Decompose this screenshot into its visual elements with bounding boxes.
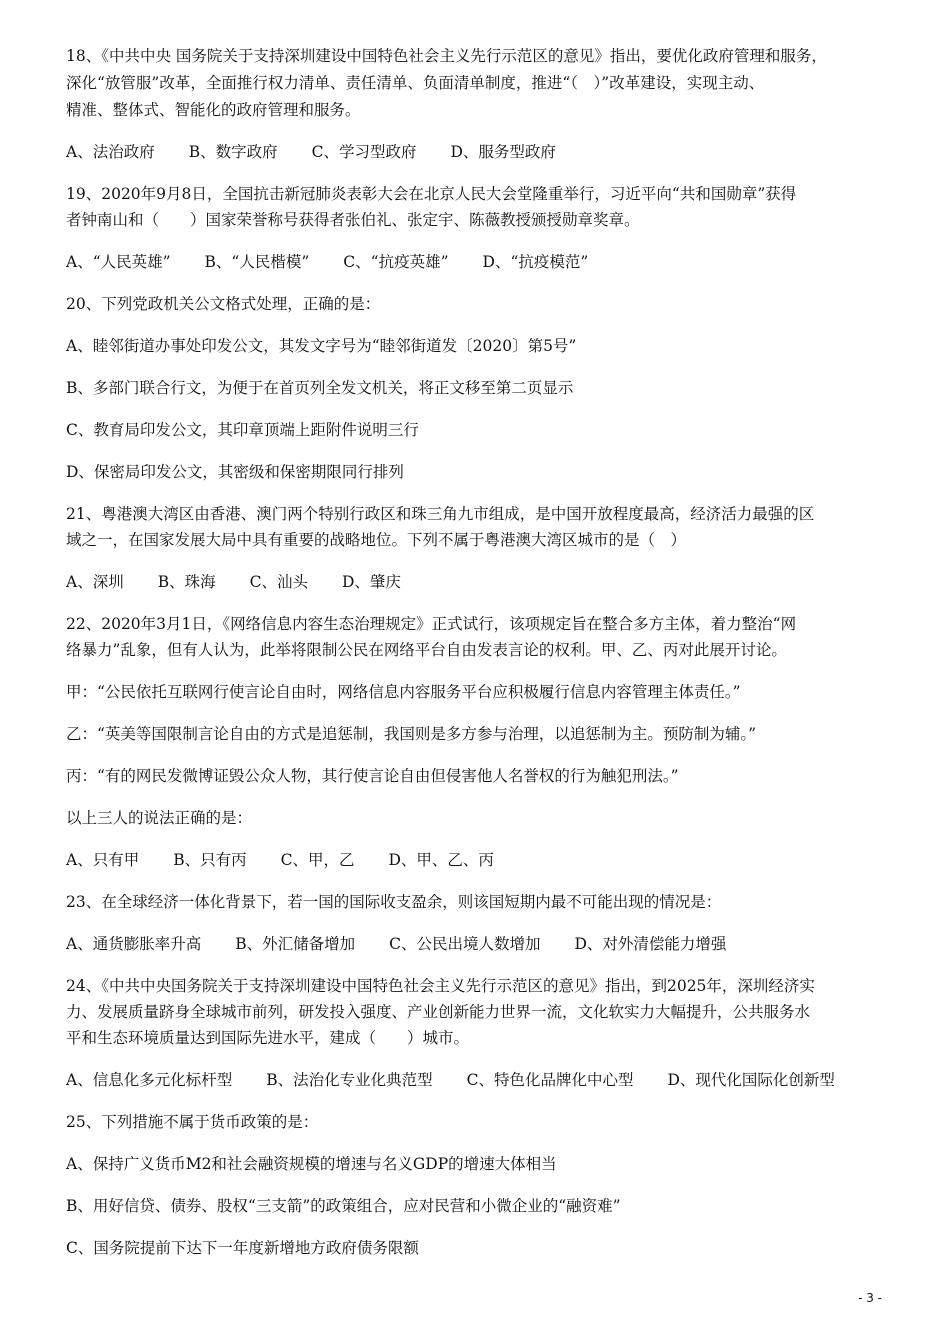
q18-line-3: 精准、整体式、智能化的政府管理和服务。 — [66, 101, 361, 119]
q20-line-1: 20、下列党政机关公文格式处理，正确的是： — [66, 295, 381, 313]
q24-option-c: C、特色化品牌化中心型 — [466, 1071, 634, 1089]
q20-option-a: A、睦邻街道办事处印发公文，其发文字号为“睦邻街道发〔2020〕第5号” — [66, 337, 577, 355]
q24-option-a: A、信息化多元化标杆型 — [66, 1071, 233, 1089]
q19-options — [66, 251, 886, 273]
q19-option-c: C、“抗疫英雄” — [343, 253, 449, 271]
q21-option-a: A、深圳 — [66, 573, 124, 591]
q22-statement-yi: 乙：“英美等国限制言论自由的方式是追惩制，我国则是多方参与治理，以追惩制为主。预防制为辅。” — [66, 725, 757, 743]
q19-line-1: 19、2020年9月8日，全国抗击新冠肺炎表彰大会在北京人民大会堂隆重举行，习近平向“共和国勋章”获得 — [66, 185, 797, 203]
q24-line-3: 平和生态环境质量达到国际先进水平，建成（ ）城市。 — [66, 1029, 470, 1047]
q22-option-b: B、只有丙 — [173, 851, 247, 869]
q22-options — [66, 849, 886, 871]
q19-option-d: D、“抗疫模范” — [482, 253, 589, 271]
q23-options — [66, 933, 886, 955]
q22-line-2: 络暴力”乱象，但有人认为，此举将限制公民在网络平台自由发表言论的权利。甲、乙、丙对此展开讨论。 — [66, 641, 787, 659]
q22-stem: 以上三人的说法正确的是： — [66, 809, 253, 827]
q21-options — [66, 571, 886, 593]
q23-option-b: B、外汇储备增加 — [235, 935, 356, 953]
q23-option-d: D、对外清偿能力增强 — [574, 935, 727, 953]
q22-option-d: D、甲、乙、丙 — [388, 851, 494, 869]
q18-line-2: 深化“放管服”改革，全面推行权力清单、责任清单、负面清单制度，推进“（ ）”改革建设，实现主动、 — [66, 74, 765, 92]
q18-options — [66, 141, 886, 163]
q25-option-c: C、国务院提前下达下一年度新增地方政府债务限额 — [66, 1239, 419, 1257]
q25-line-1: 25、下列措施不属于货币政策的是： — [66, 1113, 319, 1131]
q19-option-b: B、“人民楷模” — [204, 253, 310, 271]
q21-line-2: 域之一，在国家发展大局中具有重要的战略地位。下列不属于粤港澳大湾区城市的是（ ） — [66, 531, 687, 549]
q18-option-a: A、法治政府 — [66, 143, 155, 161]
q24-options — [66, 1069, 886, 1091]
q18-option-b: B、数字政府 — [188, 143, 278, 161]
q21-line-1: 21、粤港澳大湾区由香港、澳门两个特别行政区和珠三角九市组成，是中国开放程度最高，经济活力最强的区 — [66, 505, 815, 523]
q18-line-1: 18、《中共中央 国务院关于支持深圳建设中国特色社会主义先行示范区的意见》指出，要优化政府管理和服务， — [66, 47, 827, 65]
q22-option-c: C、甲，乙 — [280, 851, 355, 869]
q24-line-1: 24、《中共中央国务院关于支持深圳建设中国特色社会主义先行示范区的意见》指出，到2025年，深圳经济实 — [66, 977, 815, 995]
q20-option-c: C、教育局印发公文，其印章顶端上距附件说明三行 — [66, 421, 419, 439]
page-number: - 3 - — [858, 1291, 882, 1305]
q24-option-d: D、现代化国际化创新型 — [667, 1071, 835, 1089]
q23-line-1: 23、在全球经济一体化背景下，若一国的国际收支盈余，则该国短期内最不可能出现的情况是： — [66, 893, 722, 911]
q23-option-a: A、通货膨胀率升高 — [66, 935, 202, 953]
q24-line-2: 力、发展质量跻身全球城市前列，研发投入强度、产业创新能力世界一流，文化软实力大幅提升，公共服务水 — [66, 1003, 811, 1021]
q21-option-d: D、肇庆 — [341, 573, 401, 591]
q21-option-b: B、珠海 — [157, 573, 216, 591]
q21-option-c: C、汕头 — [249, 573, 308, 591]
q22-option-a: A、只有甲 — [66, 851, 140, 869]
q22-statement-bing: 丙：“有的网民发微博证毁公众人物，其行使言论自由但侵害他人名誉权的行为触犯刑法。” — [66, 767, 679, 785]
q19-option-a: A、“人民英雄” — [66, 253, 171, 271]
q23-option-c: C、公民出境人数增加 — [389, 935, 541, 953]
q19-line-2: 者钟南山和（ ）国家荣誉称号获得者张伯礼、张定宇、陈薇教授颁授勋章奖章。 — [66, 211, 640, 229]
q25-option-a: A、保持广义货币M2和社会融资规模的增速与名义GDP的增速大体相当 — [66, 1155, 557, 1173]
q25-option-b: B、用好信贷、债券、股权“三支箭”的政策组合，应对民营和小微企业的“融资难” — [66, 1197, 621, 1215]
q22-statement-jia: 甲：“公民依托互联网行使言论自由时，网络信息内容服务平台应积极履行信息内容管理主体责任。” — [66, 683, 741, 701]
q18-option-c: C、学习型政府 — [311, 143, 417, 161]
q22-line-1: 22、2020年3月1日，《网络信息内容生态治理规定》正式试行，该项规定旨在整合多方主体，着力整治“网 — [66, 615, 797, 633]
q24-option-b: B、法治化专业化典范型 — [266, 1071, 433, 1089]
q20-option-b: B、多部门联合行文，为便于在首页列全发文机关，将正文移至第二页显示 — [66, 379, 574, 397]
q20-option-d: D、保密局印发公文，其密级和保密期限同行排列 — [66, 463, 404, 481]
q18-option-d: D、服务型政府 — [450, 143, 556, 161]
